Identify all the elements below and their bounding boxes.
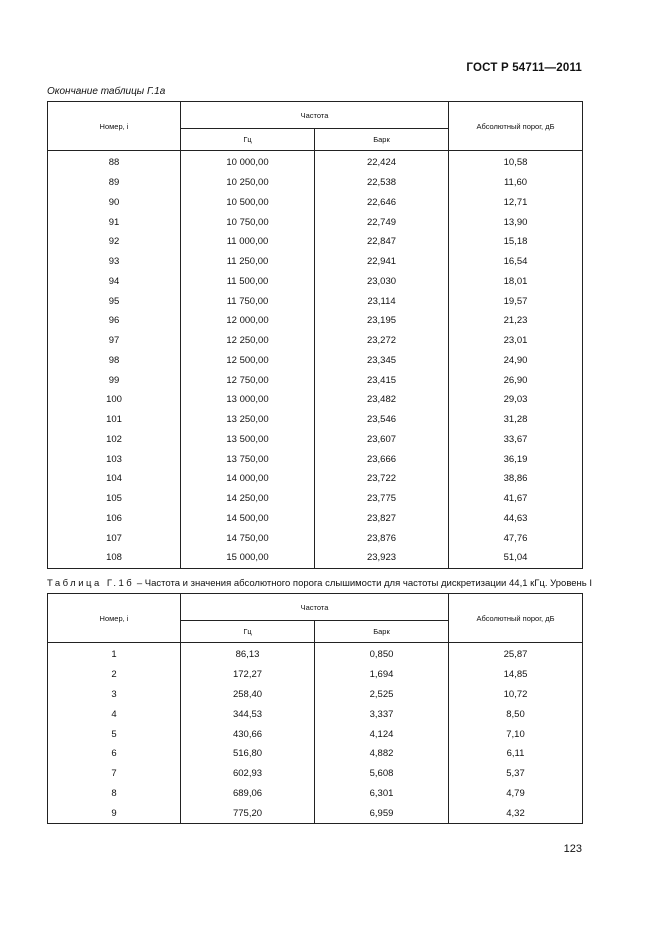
cell-number: 94 xyxy=(48,272,181,292)
cell-number: 9 xyxy=(48,803,181,823)
cell-threshold: 12,71 xyxy=(449,193,583,213)
cell-bark: 4,124 xyxy=(315,724,449,744)
cell-bark: 6,959 xyxy=(315,803,449,823)
cell-hz: 12 750,00 xyxy=(181,370,315,390)
table-a-body xyxy=(48,151,583,569)
cell-hz: 11 500,00 xyxy=(181,272,315,292)
cell-number: 108 xyxy=(48,548,181,568)
cell-hz: 14 250,00 xyxy=(181,489,315,509)
cell-hz: 602,93 xyxy=(181,764,315,784)
table-row xyxy=(48,469,583,489)
cell-threshold: 16,54 xyxy=(449,252,583,272)
table-a-caption: Окончание таблицы Г.1а xyxy=(47,86,166,97)
cell-hz: 689,06 xyxy=(181,784,315,804)
cell-hz: 12 000,00 xyxy=(181,311,315,331)
cell-threshold: 38,86 xyxy=(449,469,583,489)
cell-hz: 11 750,00 xyxy=(181,291,315,311)
cell-threshold: 31,28 xyxy=(449,410,583,430)
cell-number: 6 xyxy=(48,744,181,764)
cell-threshold: 4,32 xyxy=(449,803,583,823)
cell-number: 4 xyxy=(48,704,181,724)
cell-threshold: 8,50 xyxy=(449,704,583,724)
column-header-number: Номер, i xyxy=(48,594,181,643)
cell-bark: 23,030 xyxy=(315,272,449,292)
cell-hz: 13 250,00 xyxy=(181,410,315,430)
cell-hz: 12 500,00 xyxy=(181,351,315,371)
table-row xyxy=(48,764,583,784)
cell-number: 97 xyxy=(48,331,181,351)
cell-bark: 2,525 xyxy=(315,685,449,705)
table-row xyxy=(48,724,583,744)
cell-number: 107 xyxy=(48,528,181,548)
table-row xyxy=(48,331,583,351)
column-header-threshold: Абсолютный порог, дБ xyxy=(449,102,583,151)
table-b xyxy=(47,593,583,824)
cell-threshold: 10,72 xyxy=(449,685,583,705)
cell-hz: 13 750,00 xyxy=(181,449,315,469)
cell-hz: 13 500,00 xyxy=(181,430,315,450)
cell-bark: 22,538 xyxy=(315,173,449,193)
cell-hz: 10 250,00 xyxy=(181,173,315,193)
cell-hz: 11 250,00 xyxy=(181,252,315,272)
column-header-hz: Гц xyxy=(181,621,315,643)
cell-hz: 14 500,00 xyxy=(181,509,315,529)
table-row xyxy=(48,803,583,823)
cell-number: 5 xyxy=(48,724,181,744)
cell-threshold: 29,03 xyxy=(449,390,583,410)
cell-bark: 6,301 xyxy=(315,784,449,804)
cell-bark: 22,646 xyxy=(315,193,449,213)
column-header-number: Номер, i xyxy=(48,102,181,151)
table-row xyxy=(48,509,583,529)
cell-threshold: 51,04 xyxy=(449,548,583,568)
cell-number: 92 xyxy=(48,232,181,252)
cell-bark: 23,195 xyxy=(315,311,449,331)
cell-number: 7 xyxy=(48,764,181,784)
table-row xyxy=(48,685,583,705)
cell-threshold: 11,60 xyxy=(449,173,583,193)
cell-threshold: 5,37 xyxy=(449,764,583,784)
cell-number: 103 xyxy=(48,449,181,469)
table-row xyxy=(48,193,583,213)
table-row xyxy=(48,489,583,509)
cell-number: 99 xyxy=(48,370,181,390)
table-row xyxy=(48,665,583,685)
cell-hz: 13 000,00 xyxy=(181,390,315,410)
table-row xyxy=(48,430,583,450)
table-row xyxy=(48,449,583,469)
cell-number: 88 xyxy=(48,151,181,173)
cell-number: 89 xyxy=(48,173,181,193)
cell-bark: 23,827 xyxy=(315,509,449,529)
table-row xyxy=(48,370,583,390)
cell-bark: 23,482 xyxy=(315,390,449,410)
table-row xyxy=(48,232,583,252)
cell-bark: 23,114 xyxy=(315,291,449,311)
table-b-caption-text: – Частота и значения абсолютного порога слышимости для частоты дискретизации 44,1 кГц. Уровень I xyxy=(134,578,593,589)
cell-threshold: 19,57 xyxy=(449,291,583,311)
table-row xyxy=(48,311,583,331)
cell-threshold: 6,11 xyxy=(449,744,583,764)
cell-number: 100 xyxy=(48,390,181,410)
cell-hz: 12 250,00 xyxy=(181,331,315,351)
cell-hz: 86,13 xyxy=(181,643,315,665)
cell-threshold: 7,10 xyxy=(449,724,583,744)
column-header-hz: Гц xyxy=(181,129,315,151)
cell-hz: 10 000,00 xyxy=(181,151,315,173)
cell-bark: 22,941 xyxy=(315,252,449,272)
cell-number: 106 xyxy=(48,509,181,529)
cell-threshold: 33,67 xyxy=(449,430,583,450)
cell-bark: 23,272 xyxy=(315,331,449,351)
cell-number: 95 xyxy=(48,291,181,311)
cell-bark: 23,876 xyxy=(315,528,449,548)
table-row xyxy=(48,252,583,272)
cell-threshold: 10,58 xyxy=(449,151,583,173)
table-a xyxy=(47,101,583,569)
cell-threshold: 36,19 xyxy=(449,449,583,469)
table-row xyxy=(48,173,583,193)
table-row xyxy=(48,351,583,371)
cell-bark: 22,424 xyxy=(315,151,449,173)
cell-number: 105 xyxy=(48,489,181,509)
cell-hz: 10 750,00 xyxy=(181,212,315,232)
cell-hz: 344,53 xyxy=(181,704,315,724)
cell-threshold: 23,01 xyxy=(449,331,583,351)
cell-threshold: 44,63 xyxy=(449,509,583,529)
cell-bark: 23,607 xyxy=(315,430,449,450)
cell-number: 96 xyxy=(48,311,181,331)
cell-bark: 22,847 xyxy=(315,232,449,252)
cell-number: 98 xyxy=(48,351,181,371)
cell-hz: 516,80 xyxy=(181,744,315,764)
cell-number: 3 xyxy=(48,685,181,705)
table-row xyxy=(48,643,583,665)
column-header-frequency: Частота xyxy=(181,102,449,129)
cell-hz: 258,40 xyxy=(181,685,315,705)
table-b-body xyxy=(48,643,583,824)
table-row xyxy=(48,704,583,724)
cell-threshold: 15,18 xyxy=(449,232,583,252)
standard-code: ГОСТ Р 54711—2011 xyxy=(466,62,582,74)
cell-number: 104 xyxy=(48,469,181,489)
table-b-caption xyxy=(47,578,592,589)
cell-number: 90 xyxy=(48,193,181,213)
cell-hz: 172,27 xyxy=(181,665,315,685)
cell-bark: 4,882 xyxy=(315,744,449,764)
cell-bark: 23,722 xyxy=(315,469,449,489)
cell-bark: 23,923 xyxy=(315,548,449,568)
cell-threshold: 41,67 xyxy=(449,489,583,509)
column-header-threshold: Абсолютный порог, дБ xyxy=(449,594,583,643)
cell-number: 8 xyxy=(48,784,181,804)
cell-hz: 15 000,00 xyxy=(181,548,315,568)
cell-hz: 430,66 xyxy=(181,724,315,744)
cell-threshold: 24,90 xyxy=(449,351,583,371)
cell-threshold: 13,90 xyxy=(449,212,583,232)
cell-number: 102 xyxy=(48,430,181,450)
cell-hz: 10 500,00 xyxy=(181,193,315,213)
cell-hz: 775,20 xyxy=(181,803,315,823)
cell-threshold: 26,90 xyxy=(449,370,583,390)
table-b-caption-label: Таблица Г.1б xyxy=(47,578,135,589)
cell-threshold: 14,85 xyxy=(449,665,583,685)
table-row xyxy=(48,151,583,173)
cell-number: 101 xyxy=(48,410,181,430)
table-row xyxy=(48,548,583,568)
cell-bark: 3,337 xyxy=(315,704,449,724)
cell-threshold: 4,79 xyxy=(449,784,583,804)
cell-hz: 14 000,00 xyxy=(181,469,315,489)
cell-number: 91 xyxy=(48,212,181,232)
table-row xyxy=(48,744,583,764)
cell-hz: 11 000,00 xyxy=(181,232,315,252)
cell-number: 1 xyxy=(48,643,181,665)
cell-bark: 1,694 xyxy=(315,665,449,685)
cell-bark: 23,666 xyxy=(315,449,449,469)
table-row xyxy=(48,291,583,311)
cell-threshold: 25,87 xyxy=(449,643,583,665)
cell-number: 2 xyxy=(48,665,181,685)
cell-threshold: 47,76 xyxy=(449,528,583,548)
column-header-bark: Барк xyxy=(315,129,449,151)
cell-bark: 22,749 xyxy=(315,212,449,232)
page-number: 123 xyxy=(563,843,582,855)
column-header-bark: Барк xyxy=(315,621,449,643)
table-row xyxy=(48,272,583,292)
cell-bark: 23,546 xyxy=(315,410,449,430)
table-row xyxy=(48,528,583,548)
cell-bark: 23,415 xyxy=(315,370,449,390)
table-row xyxy=(48,784,583,804)
cell-bark: 0,850 xyxy=(315,643,449,665)
table-row xyxy=(48,212,583,232)
cell-bark: 5,608 xyxy=(315,764,449,784)
cell-threshold: 18,01 xyxy=(449,272,583,292)
cell-threshold: 21,23 xyxy=(449,311,583,331)
cell-hz: 14 750,00 xyxy=(181,528,315,548)
column-header-frequency: Частота xyxy=(181,594,449,621)
cell-number: 93 xyxy=(48,252,181,272)
table-row xyxy=(48,390,583,410)
cell-bark: 23,775 xyxy=(315,489,449,509)
cell-bark: 23,345 xyxy=(315,351,449,371)
table-row xyxy=(48,410,583,430)
